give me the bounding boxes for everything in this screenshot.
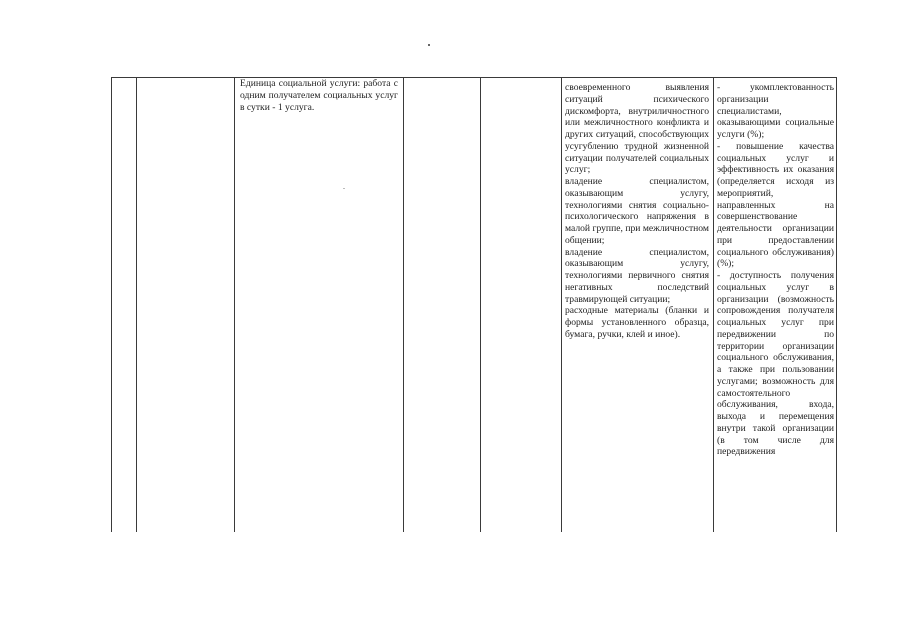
quality-indicators-cell bbox=[717, 82, 834, 458]
column-divider bbox=[234, 77, 235, 532]
column-divider bbox=[561, 77, 562, 532]
column-divider bbox=[403, 77, 404, 532]
column-divider bbox=[111, 77, 112, 532]
conditions-paragraph: владение специалистом, оказывающим услугу, технологиями первичного снятия негативных последствий травмирующей ситуации; bbox=[565, 246, 709, 305]
scan-speck bbox=[343, 188, 345, 189]
column-divider bbox=[480, 77, 481, 532]
column-divider bbox=[713, 77, 714, 532]
indicator-paragraph: - укомплектованность организации специалистами, оказывающими социальные услуги (%); bbox=[717, 82, 834, 140]
conditions-paragraph: расходные материалы (бланки и формы установленного образца, бумага, ручки, клей и иное). bbox=[565, 305, 709, 340]
conditions-paragraph: своевременного выявления ситуаций психического дискомфорта, внутриличностного или межличностного конфликта и других ситуаций, способствующих усугублению трудной жизненной ситуации получателей социальных услуг; bbox=[565, 82, 709, 176]
indicator-paragraph: - повышение качества социальных услуг и эффективность их оказания (определяется исходя из мероприятий, направленных на совершенствование деятельности организации при предоставлении социального обслуживания) (%); bbox=[717, 140, 834, 270]
column-divider bbox=[136, 77, 137, 532]
service-unit-text: Единица социальной услуги: работа с одним получателем социальных услуг в сутки - 1 услуга. bbox=[240, 78, 398, 113]
scan-speck bbox=[428, 44, 430, 46]
table-top-border bbox=[111, 77, 837, 78]
conditions-paragraph: владение специалистом, оказывающим услугу, технологиями снятия социально-психологического напряжения в малой группе, при межличностном общении; bbox=[565, 176, 709, 246]
service-conditions-cell bbox=[565, 82, 709, 341]
indicator-paragraph: - доступность получения социальных услуг в организации (возможность сопровождения получателя социальных услуг при передвижении по территории организации социального обслуживания, а также при пользовании услугами; возможность для самостоятельного обслуживания, входа, выхода и перемещения внутри такой организации (в том числе для передвижения bbox=[717, 270, 834, 458]
service-unit-cell bbox=[240, 78, 398, 113]
column-divider bbox=[836, 77, 837, 532]
